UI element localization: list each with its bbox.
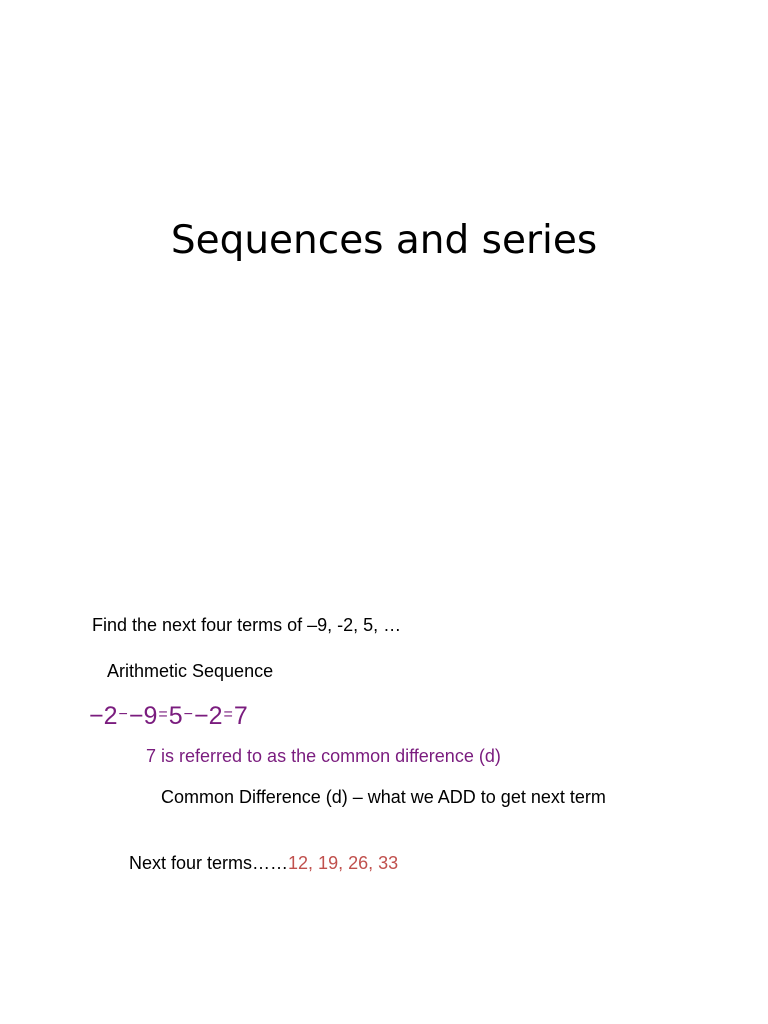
- next-terms-label: Next four terms……: [129, 853, 289, 873]
- equation-term-1: −2: [89, 702, 118, 730]
- problem-prompt: Find the next four terms of –9, -2, 5, …: [92, 615, 402, 635]
- equation-result: 7: [233, 702, 248, 730]
- equation-equals-2: =: [223, 706, 233, 724]
- difference-equation: [89, 702, 248, 731]
- common-difference-note: 7 is referred to as the common difference (d): [146, 746, 501, 766]
- common-difference-definition: Common Difference (d) – what we ADD to get next term: [161, 787, 606, 807]
- equation-minus-1: −: [118, 706, 128, 724]
- equation-minus-2: −: [183, 706, 193, 724]
- sequence-type-label: Arithmetic Sequence: [107, 661, 274, 681]
- equation-equals-1: =: [158, 706, 168, 724]
- equation-term-4: −2: [193, 702, 223, 730]
- next-terms-values: 12, 19, 26, 33: [288, 853, 399, 873]
- equation-term-2: −9: [128, 702, 158, 730]
- page-title: Sequences and series: [170, 218, 598, 263]
- next-terms-line: [129, 853, 398, 874]
- equation-term-3: 5: [168, 702, 183, 730]
